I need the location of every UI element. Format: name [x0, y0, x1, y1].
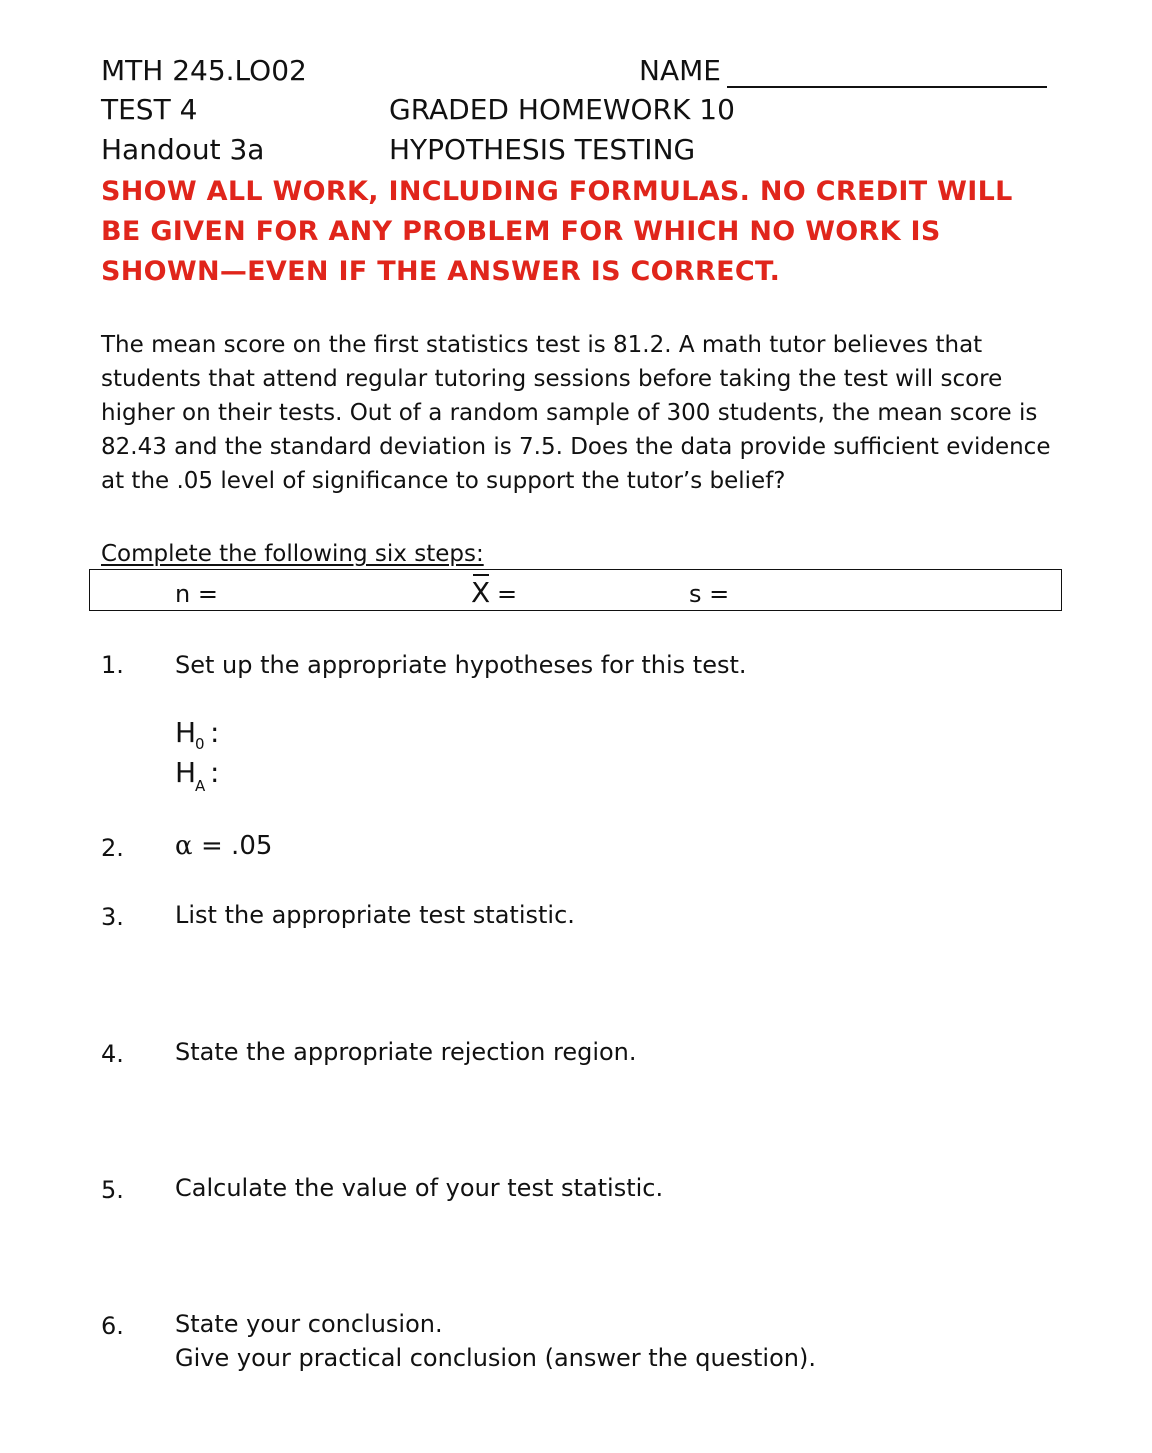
- s-label: s =: [689, 580, 730, 608]
- h0-subscript: 0: [195, 735, 205, 753]
- assignment-title: GRADED HOMEWORK 10: [389, 93, 735, 126]
- step-2-number: 2.: [101, 834, 124, 862]
- h0-colon: :: [210, 716, 220, 749]
- assignment-subtitle: HYPOTHESIS TESTING: [389, 133, 696, 166]
- name-blank-line[interactable]: [727, 86, 1047, 88]
- step-6-text: State your conclusion.: [175, 1310, 443, 1338]
- step-5-number: 5.: [101, 1176, 124, 1204]
- alpha-value: = .05: [201, 831, 273, 861]
- ha-letter: H: [175, 756, 197, 789]
- step-6-text-practical: Give your practical conclusion (answer the question).: [175, 1344, 816, 1372]
- course-code: MTH 245.LO02: [101, 54, 307, 87]
- step-5-text: Calculate the value of your test statistic.: [175, 1174, 664, 1202]
- test-label: TEST 4: [101, 93, 198, 126]
- step-3-number: 3.: [101, 903, 124, 931]
- work-warning: SHOW ALL WORK, INCLUDING FORMULAS. NO CREDIT WILL BE GIVEN FOR ANY PROBLEM FOR WHICH NO WORK IS SHOWN—EVEN IF THE ANSWER IS CORRECT.: [101, 176, 1013, 287]
- step-6-number: 6.: [101, 1312, 124, 1340]
- step-4-number: 4.: [101, 1040, 124, 1068]
- ha-subscript: A: [195, 777, 206, 795]
- xbar-equals: =: [497, 580, 518, 608]
- step-1-text: Set up the appropriate hypotheses for this test.: [175, 651, 747, 679]
- problem-statement: [101, 328, 1061, 498]
- handout-label: Handout 3a: [101, 133, 265, 166]
- n-label: n =: [175, 580, 218, 608]
- step-1-number: 1.: [101, 651, 124, 679]
- problem-text: The mean score on the first statistics test is 81.2. A math tutor believes that students that attend regular tutoring sessions before taking the test will score higher on their tests. Out of a random sample of 300 students, the mean score is 82.43 and the standard deviation is 7.5. Does the data provide sufficient evidence at the .05 level of significance to support the tutor’s belief?: [101, 332, 1051, 494]
- variables-box: [89, 569, 1062, 611]
- ha-colon: :: [210, 756, 220, 789]
- steps-intro: Complete the following six steps:: [101, 541, 484, 567]
- step-4-text: State the appropriate rejection region.: [175, 1038, 637, 1066]
- xbar-symbol: X: [471, 576, 491, 609]
- name-label: NAME: [639, 54, 721, 87]
- alpha-symbol: α: [175, 831, 193, 861]
- h0-letter: H: [175, 716, 197, 749]
- step-3-text: List the appropriate test statistic.: [175, 901, 575, 929]
